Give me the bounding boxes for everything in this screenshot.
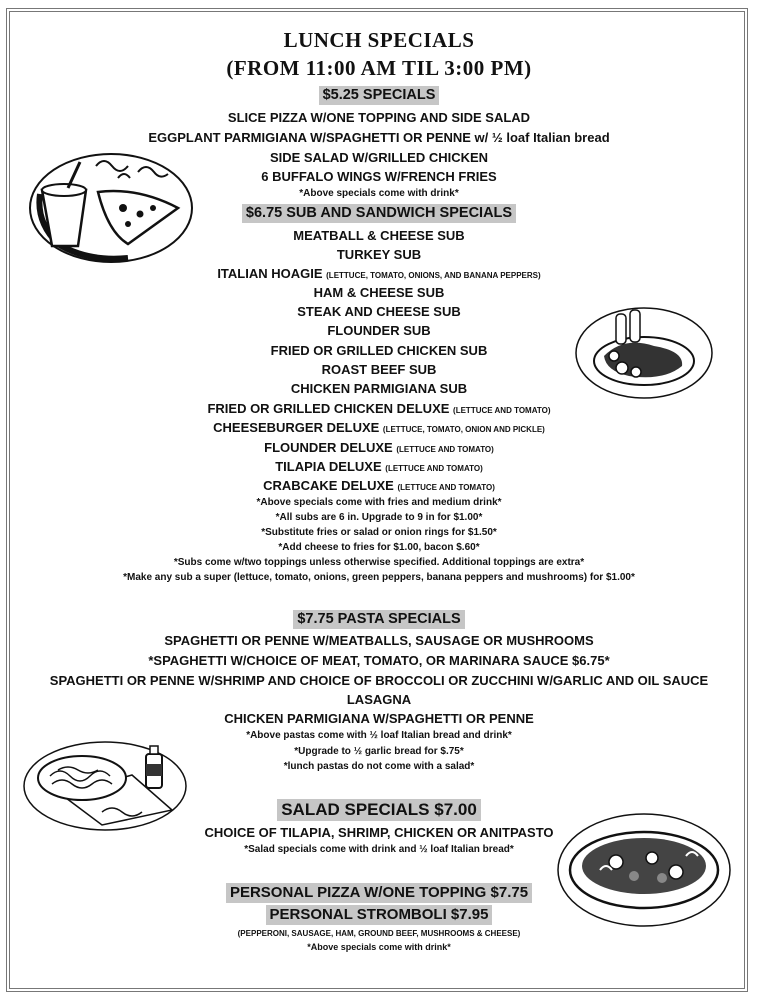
menu-item (0, 440, 758, 458)
menu-subtitle: (FROM 11:00 AM TIL 3:00 PM) (226, 56, 532, 80)
menu-item: EGGPLANT PARMIGIANA W/SPAGHETTI OR PENNE w/ ½ loaf Italian bread (148, 130, 610, 145)
section-header-stromboli: PERSONAL STROMBOLI $7.95 (266, 905, 493, 925)
menu-note: *Above specials come with fries and medium drink* (256, 497, 502, 508)
menu-note: *Above pastas come with ½ loaf Italian bread and drink* (246, 730, 512, 741)
plated-dish-icon (574, 306, 714, 400)
menu-item: SIDE SALAD W/GRILLED CHICKEN (269, 150, 489, 165)
menu-item-name: FRIED OR GRILLED CHICKEN DELUXE (207, 401, 450, 416)
menu-item: CHICKEN PARMIGIANA W/SPAGHETTI OR PENNE (224, 711, 534, 726)
menu-note: *Make any sub a super (lettuce, tomato, onions, green peppers, banana peppers and mushrooms) for $1.00* (123, 572, 635, 583)
section-525 (0, 86, 758, 105)
menu-item-detail: (LETTUCE AND TOMATO) (396, 445, 494, 454)
menu-note: *Upgrade to ½ garlic bread for $.75* (294, 746, 464, 757)
menu-item: CHICKEN PARMIGIANA SUB (290, 381, 468, 396)
menu-note: *Above specials come with drink* (307, 942, 451, 952)
menu-item: HAM & CHEESE SUB (313, 285, 445, 300)
menu-item: SPAGHETTI OR PENNE W/SHRIMP AND CHOICE OF BROCCOLI OR ZUCCHINI W/GARLIC AND OIL SAUCE (49, 673, 709, 688)
section-header-pizza: PERSONAL PIZZA W/ONE TOPPING $7.75 (226, 883, 532, 903)
section-header-pasta: $7.75 PASTA SPECIALS (293, 610, 464, 629)
menu-item: *SPAGHETTI W/CHOICE OF MEAT, TOMATO, OR MARINARA SAUCE $6.75* (148, 653, 610, 668)
menu-note: *Subs come w/two toppings unless otherwise specified. Additional toppings are extra* (173, 557, 585, 568)
menu-item (0, 478, 758, 496)
menu-item-detail: (LETTUCE, TOMATO, ONIONS, AND BANANA PEPPERS) (326, 271, 541, 280)
section-header-675: $6.75 SUB AND SANDWICH SPECIALS (242, 204, 516, 223)
salad-bowl-icon (556, 812, 732, 928)
menu-item-name: CHEESEBURGER DELUXE (213, 420, 380, 435)
menu-note: *lunch pastas do not come with a salad* (283, 761, 475, 772)
menu-item: FLOUNDER SUB (327, 323, 431, 338)
menu-item: ROAST BEEF SUB (321, 362, 437, 377)
section-header-525: $5.25 SPECIALS (319, 86, 440, 105)
menu-note: *Above specials come with drink* (299, 188, 459, 199)
menu-item: SLICE PIZZA W/ONE TOPPING AND SIDE SALAD (227, 110, 531, 125)
menu-item (0, 266, 758, 284)
menu-item-detail: (LETTUCE AND TOMATO) (397, 483, 495, 492)
menu-item: TURKEY SUB (336, 247, 422, 262)
menu-item-detail: (LETTUCE AND TOMATO) (385, 464, 483, 473)
menu-item-detail: (LETTUCE AND TOMATO) (453, 406, 551, 415)
menu-item: 6 BUFFALO WINGS W/FRENCH FRIES (261, 169, 497, 184)
toppings-list: (PEPPERONI, SAUSAGE, HAM, GROUND BEEF, MUSHROOMS & CHEESE) (237, 929, 521, 938)
menu-item: SPAGHETTI OR PENNE W/MEATBALLS, SAUSAGE OR MUSHROOMS (164, 633, 594, 648)
pizza-drink-icon (28, 152, 194, 264)
menu-note: *All subs are 6 in. Upgrade to 9 in for $1.00* (275, 512, 483, 523)
menu-item-name: FLOUNDER DELUXE (264, 440, 393, 455)
menu-item-name: TILAPIA DELUXE (275, 459, 382, 474)
section-pasta (0, 610, 758, 629)
menu-item: CHOICE OF TILAPIA, SHRIMP, CHICKEN OR ANITPASTO (204, 825, 554, 840)
menu-item (0, 401, 758, 419)
menu-note: *Salad specials come with drink and ½ loaf Italian bread* (244, 844, 514, 855)
menu-item: LASAGNA (346, 692, 412, 707)
menu-item-detail: (LETTUCE, TOMATO, ONION AND PICKLE) (382, 425, 545, 434)
menu-item-name: ITALIAN HOAGIE (217, 266, 323, 281)
menu-note: *Add cheese to fries for $1.00, bacon $.60* (278, 542, 480, 553)
menu-item: STEAK AND CHEESE SUB (297, 304, 461, 319)
spaghetti-plate-icon (22, 740, 188, 832)
menu-note: *Substitute fries or salad or onion rings for $1.50* (261, 527, 497, 538)
menu-item: MEATBALL & CHEESE SUB (293, 228, 465, 243)
menu-item-name: CRABCAKE DELUXE (263, 478, 394, 493)
menu-title: LUNCH SPECIALS (283, 28, 475, 52)
menu-item: FRIED OR GRILLED CHICKEN SUB (270, 343, 488, 358)
menu-item (0, 459, 758, 477)
section-header-salad: SALAD SPECIALS $7.00 (277, 799, 481, 821)
menu-item (0, 420, 758, 438)
